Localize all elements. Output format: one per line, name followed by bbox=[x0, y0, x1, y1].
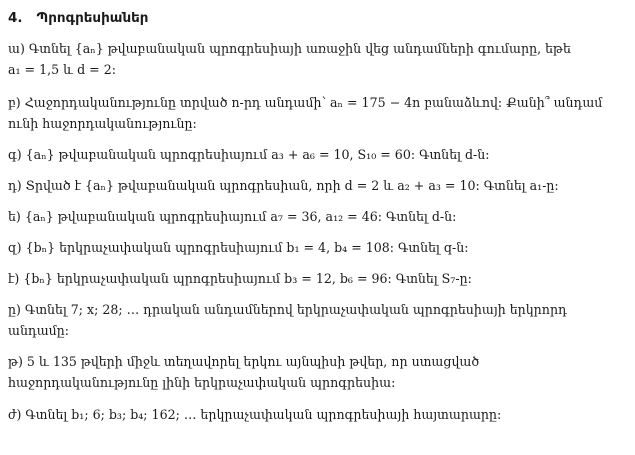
problem-line: է) {bₙ} երկրաչափական պրոգրեսիայում b₃ = 12, b₆ = 96: Գտնել S₇-ը: bbox=[8, 271, 472, 286]
problem-line: ունի հաջորդականությունը: bbox=[8, 116, 197, 131]
problem-line: a₁ = 1,5 և d = 2: bbox=[8, 62, 116, 77]
problem-y bbox=[8, 299, 630, 341]
problem-e bbox=[8, 206, 630, 227]
section-title: Պրոգրեսիաներ bbox=[36, 10, 149, 26]
problem-line: ը) Գտնել 7; x; 28; … դրական անդամներով երկրաչափական պրոգրեսիայի երկրորդ bbox=[8, 302, 567, 317]
problem-zh bbox=[8, 404, 630, 425]
problem-line: բ) Հաջորդականությունը տրված n-րդ անդամի՝ aₙ = 175 − 4n բանաձևով: Քանի՞ անդամ bbox=[8, 95, 603, 110]
problem-d bbox=[8, 175, 630, 196]
problem-ee bbox=[8, 268, 630, 289]
problem-line: դ) Տրված է {aₙ} թվաբանական պրոգրեսիան, որի d = 2 և a₂ + a₃ = 10: Գտնել a₁-ը: bbox=[8, 178, 559, 193]
problem-line: գ) {aₙ} թվաբանական պրոգրեսիայում a₃ + a₆ = 10, S₁₀ = 60: Գտնել d-ն: bbox=[8, 147, 490, 162]
problem-t bbox=[8, 351, 630, 393]
problem-g bbox=[8, 144, 630, 165]
problem-line: անդամը: bbox=[8, 323, 70, 338]
section-number: 4. bbox=[8, 10, 23, 26]
problem-a bbox=[8, 38, 630, 80]
problem-line: թ) 5 և 135 թվերի միջև տեղավորել երկու այնպիսի թվեր, որ ստացված bbox=[8, 354, 480, 369]
problem-line: հաջորդականությունը լինի երկրաչափական պրոգրեսիա: bbox=[8, 375, 396, 390]
problem-line: ե) {aₙ} թվաբանական պրոգրեսիայում a₇ = 36, a₁₂ = 46: Գտնել d-ն: bbox=[8, 209, 457, 224]
problem-b bbox=[8, 92, 630, 134]
problem-line: ա) Գտնել {aₙ} թվաբանական պրոգրեսիայի առաջին վեց անդամների գումարը, եթե bbox=[8, 41, 571, 56]
problem-line: ժ) Գտնել b₁; 6; b₃; b₄; 162; … երկրաչափական պրոգրեսիայի հայտարարը: bbox=[8, 407, 502, 422]
section-heading bbox=[8, 10, 148, 26]
problem-z bbox=[8, 237, 630, 258]
problem-line: զ) {bₙ} երկրաչափական պրոգրեսիայում b₁ = 4, b₄ = 108: Գտնել q-ն: bbox=[8, 240, 469, 255]
